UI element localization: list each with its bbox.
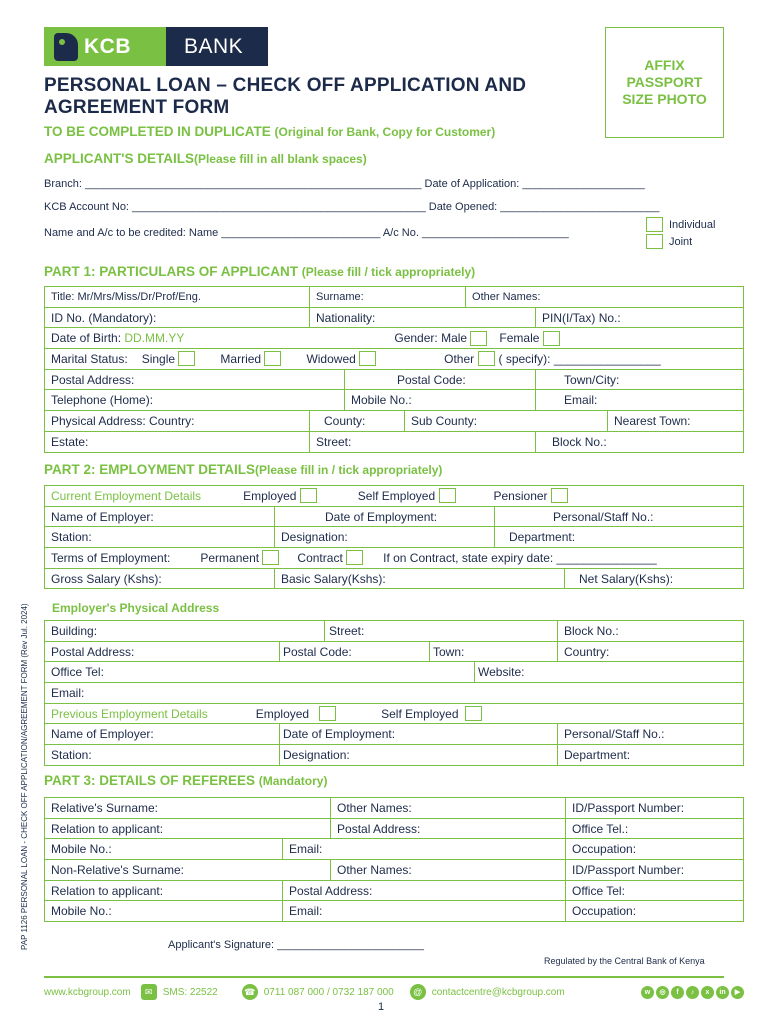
field-label: Department: — [509, 530, 576, 545]
field-label: Surname: — [316, 290, 364, 303]
building-field[interactable] — [45, 621, 325, 642]
widowed-label: Widowed — [306, 351, 356, 366]
facebook-icon[interactable]: f — [671, 986, 684, 999]
part2-heading-text: PART 2: EMPLOYMENT DETAILS — [44, 462, 256, 477]
office-tel-field[interactable] — [45, 662, 475, 683]
nonrelative-mobile-field[interactable] — [45, 901, 283, 922]
field-label: Physical Address: Country: — [51, 413, 195, 428]
form-subtitle — [44, 124, 495, 139]
field-label: Nearest Town: — [614, 413, 691, 428]
terms-row — [45, 548, 744, 569]
table-row — [45, 486, 744, 507]
x-icon[interactable]: x — [701, 986, 714, 999]
table-row — [45, 568, 744, 589]
nearest-town-field[interactable] — [608, 411, 744, 432]
table-row — [45, 818, 744, 839]
kcb-bank-logo — [44, 27, 268, 66]
field-label: Other Names: — [337, 862, 412, 877]
field-label: Personal/Staff No.: — [564, 727, 665, 742]
field-label: Town/City: — [564, 372, 620, 387]
prev-employed-label: Employed — [255, 706, 310, 721]
footer-divider — [44, 976, 724, 978]
logo-kcb-text: KCB — [84, 34, 131, 58]
station-field[interactable] — [45, 527, 275, 548]
field-label: Other Names: — [472, 290, 541, 303]
table-row — [45, 860, 744, 881]
page-number: 1 — [378, 1001, 385, 1013]
prev-staff-field[interactable] — [558, 724, 744, 745]
net-salary-field[interactable] — [565, 568, 744, 589]
address-town-field[interactable] — [430, 641, 558, 662]
footer-contacts — [44, 984, 744, 1000]
nonrelative-id-field[interactable] — [566, 860, 744, 881]
field-label: Block No.: — [552, 434, 607, 449]
table-row — [45, 621, 744, 642]
address-street-field[interactable] — [325, 621, 558, 642]
female-checkbox[interactable] — [543, 331, 560, 346]
town-city-field[interactable] — [536, 369, 744, 390]
joint-option[interactable] — [646, 234, 692, 249]
field-label: Postal Address: — [289, 883, 373, 898]
field-label: Email: — [289, 904, 323, 919]
table-row — [45, 745, 744, 766]
nationality-field[interactable] — [310, 307, 536, 328]
field-label: Mobile No.: — [51, 842, 112, 857]
field-label: ID/Passport Number: — [572, 862, 685, 877]
form-reference-sidebar: PAP 1126 PERSONAL LOAN - CHECK OFF APPLICATION/AGREEMENT FORM (Rev Jul. 2024) — [20, 603, 29, 950]
applicant-heading-note: (Please fill in all blank spaces) — [193, 152, 367, 166]
youtube-icon[interactable]: ▶ — [731, 986, 744, 999]
field-label: Estate: — [51, 434, 89, 449]
basic-salary-field[interactable] — [275, 568, 565, 589]
mobile-field[interactable] — [345, 390, 536, 411]
field-label: Postal Address: — [51, 644, 135, 659]
contact-email[interactable]: contactcentre@kcbgroup.com — [431, 986, 565, 998]
field-label: Name of Employer: — [51, 727, 154, 742]
nonrelative-occupation-field[interactable] — [566, 901, 744, 922]
website-field[interactable] — [475, 662, 744, 683]
tiktok-icon[interactable]: ♪ — [686, 986, 699, 999]
branch-line[interactable]: Branch: _______________________________________________________ Date of Application: ____________________ — [44, 178, 645, 190]
relative-relation-field[interactable] — [45, 818, 331, 839]
permanent-label: Permanent — [200, 550, 260, 565]
regulated-note: Regulated by the Central Bank of Kenya — [544, 956, 705, 966]
field-label: Mobile No.: — [51, 904, 112, 919]
applicant-signature-line[interactable]: Applicant's Signature: ________________________ — [168, 939, 424, 951]
part2-table — [44, 485, 744, 589]
field-label: Relation to applicant: — [51, 821, 164, 836]
gender-label: Gender: Male — [394, 331, 468, 346]
widowed-checkbox[interactable] — [359, 351, 376, 366]
field-label: County: — [324, 413, 366, 428]
employer-name-field[interactable] — [45, 506, 275, 527]
field-label: Office Tel.: — [572, 821, 629, 836]
designation-field[interactable] — [275, 527, 495, 548]
field-label: Building: — [51, 623, 98, 638]
relative-surname-field[interactable] — [45, 798, 331, 819]
previous-employment-row — [45, 703, 744, 724]
table-row — [45, 527, 744, 548]
subtitle-main: TO BE COMPLETED IN DUPLICATE — [44, 124, 271, 139]
field-label: ID/Passport Number: — [572, 800, 685, 815]
field-label: Designation: — [283, 747, 350, 762]
prev-self-employed-checkbox[interactable] — [465, 706, 482, 721]
table-row — [45, 390, 744, 411]
joint-label: Joint — [669, 235, 693, 248]
passport-photo-label: AFFIX PASSPORT SIZE PHOTO — [622, 57, 707, 107]
field-label: ID No. (Mandatory): — [51, 310, 157, 325]
current-employment-row — [45, 486, 744, 507]
female-label: Female — [499, 331, 540, 346]
linkedin-icon[interactable]: in — [716, 986, 729, 999]
passport-photo-box — [605, 27, 724, 138]
part3-heading — [44, 773, 327, 788]
pin-field[interactable] — [536, 307, 744, 328]
prev-station-field[interactable] — [45, 745, 280, 766]
lion-icon — [54, 33, 78, 61]
dob-label: Date of Birth: — [51, 331, 122, 346]
logo-bank-text: BANK — [166, 27, 268, 66]
field-label: Gross Salary (Kshs): — [51, 571, 162, 586]
table-row — [45, 880, 744, 901]
part3-heading-text: PART 3: DETAILS OF REFEREES — [44, 773, 256, 788]
email-field[interactable] — [536, 390, 744, 411]
field-label: Station: — [51, 530, 92, 545]
field-label: Title: Mr/Mrs/Miss/Dr/Prof/Eng. — [51, 290, 201, 303]
expiry-field[interactable]: If on Contract, state expiry date: _______________ — [383, 550, 657, 565]
whatsapp-icon[interactable]: w — [641, 986, 654, 999]
field-label: Non-Relative's Surname: — [51, 862, 185, 877]
field-label: Email: — [564, 393, 598, 408]
postal-address-field[interactable] — [45, 369, 345, 390]
part1-heading-note: (Please fill / tick appropriately) — [301, 265, 476, 279]
table-row — [45, 662, 744, 683]
field-label: Date of Employment: — [283, 727, 396, 742]
other-checkbox[interactable] — [478, 351, 495, 366]
field-label: Mobile No.: — [351, 393, 412, 408]
employer-address-table — [44, 620, 744, 766]
pensioner-label: Pensioner — [493, 488, 548, 503]
table-row — [45, 724, 744, 745]
date-employment-field[interactable] — [275, 506, 495, 527]
surname-field[interactable] — [310, 287, 466, 308]
table-row — [45, 411, 744, 432]
field-label: Postal Address: — [337, 821, 421, 836]
field-label: Personal/Staff No.: — [553, 509, 654, 524]
estate-field[interactable] — [45, 431, 310, 452]
table-row — [45, 431, 744, 452]
self-employed-label: Self Employed — [357, 488, 436, 503]
address-postal-field[interactable] — [45, 641, 280, 662]
relative-postal-field[interactable] — [331, 818, 566, 839]
field-label: Occupation: — [572, 904, 637, 919]
relative-occupation-field[interactable] — [566, 839, 744, 860]
table-row — [45, 798, 744, 819]
prev-department-field[interactable] — [558, 745, 744, 766]
nonrelative-other-names-field[interactable] — [331, 860, 566, 881]
table-row — [45, 703, 744, 724]
nonrelative-relation-field[interactable] — [45, 880, 283, 901]
sub-county-field[interactable] — [405, 411, 608, 432]
field-label: Date of Employment: — [325, 509, 438, 524]
self-employed-checkbox[interactable] — [439, 488, 456, 503]
account-line[interactable]: KCB Account No: ________________________________________________ Date Opened: __________________________ — [44, 201, 660, 213]
individual-checkbox[interactable] — [646, 217, 663, 232]
part3-table — [44, 797, 744, 922]
field-label: Department: — [564, 747, 631, 762]
relative-email-field[interactable] — [283, 839, 566, 860]
married-label: Married — [220, 351, 262, 366]
field-label: Sub County: — [411, 413, 478, 428]
prev-employer-field[interactable] — [45, 724, 280, 745]
applicant-details-heading — [44, 151, 367, 166]
table-row — [45, 548, 744, 569]
field-label: Postal Address: — [51, 372, 135, 387]
table-row — [45, 683, 744, 704]
field-label: Name of Employer: — [51, 509, 154, 524]
employed-checkbox[interactable] — [300, 488, 317, 503]
nonrelative-surname-field[interactable] — [45, 860, 331, 881]
field-label: Basic Salary(Kshs): — [281, 571, 386, 586]
field-label: Street: — [316, 434, 352, 449]
telephone-field[interactable] — [45, 390, 345, 411]
table-row — [45, 307, 744, 328]
part2-heading — [44, 462, 442, 477]
employer-physical-heading: Employer's Physical Address — [52, 601, 220, 615]
field-label: Email: — [51, 685, 85, 700]
sms-text: SMS: 22522 — [162, 986, 218, 998]
phone-numbers: 0711 087 000 / 0732 187 000 — [263, 986, 394, 998]
nonrelative-email-field[interactable] — [283, 901, 566, 922]
relative-mobile-field[interactable] — [45, 839, 283, 860]
logo-green-block — [44, 27, 166, 66]
current-employment-label: Current Employment Details — [51, 488, 202, 503]
field-label: Postal Code: — [397, 372, 466, 387]
nonrelative-postal-field[interactable] — [283, 880, 566, 901]
permanent-checkbox[interactable] — [262, 550, 279, 565]
married-checkbox[interactable] — [264, 351, 281, 366]
form-title: PERSONAL LOAN – CHECK OFF APPLICATION AND AGREEMENT FORM — [44, 75, 527, 118]
postal-code-field[interactable] — [345, 369, 536, 390]
social-icons — [639, 986, 744, 999]
field-label: Country: — [564, 644, 610, 659]
prev-date-field[interactable] — [280, 724, 558, 745]
other-label: Other — [444, 351, 475, 366]
contract-checkbox[interactable] — [346, 550, 363, 565]
applicant-heading-text: APPLICANT'S DETAILS — [44, 151, 194, 166]
field-label: Telephone (Home): — [51, 393, 154, 408]
prev-self-employed-label: Self Employed — [381, 706, 459, 721]
field-label: Website: — [478, 665, 525, 680]
table-row — [45, 641, 744, 662]
phone-icon: ☎ — [242, 984, 258, 1000]
dob-hint[interactable]: DD.MM.YY — [124, 331, 185, 346]
part1-table — [44, 286, 744, 453]
address-country-field[interactable] — [558, 641, 744, 662]
contract-label: Contract — [297, 550, 343, 565]
male-checkbox[interactable] — [470, 331, 487, 346]
prev-employed-checkbox[interactable] — [319, 706, 336, 721]
staff-no-field[interactable] — [495, 506, 744, 527]
marital-label: Marital Status: — [51, 351, 128, 366]
field-label: PIN(I/Tax) No.: — [542, 310, 621, 325]
table-row — [45, 839, 744, 860]
field-label: Postal Code: — [283, 644, 352, 659]
address-block-field[interactable] — [558, 621, 744, 642]
website-link[interactable]: www.kcbgroup.com — [44, 986, 131, 998]
instagram-icon[interactable]: ◎ — [656, 986, 669, 999]
single-label: Single — [141, 351, 176, 366]
relative-id-field[interactable] — [566, 798, 744, 819]
street-field[interactable] — [310, 431, 536, 452]
id-no-field[interactable] — [45, 307, 310, 328]
single-checkbox[interactable] — [178, 351, 195, 366]
address-email-field[interactable] — [45, 683, 744, 704]
field-label: Office Tel: — [51, 665, 104, 680]
relative-office-tel-field[interactable] — [566, 818, 744, 839]
sms-icon: ✉ — [141, 984, 157, 1000]
physical-address-field[interactable] — [45, 411, 310, 432]
county-field[interactable] — [310, 411, 405, 432]
credited-line[interactable]: Name and A/c to be credited: Name __________________________ A/c No. ________________________ — [44, 227, 569, 239]
field-label: Email: — [289, 842, 323, 857]
field-label: Office Tel: — [572, 883, 625, 898]
part1-heading-text: PART 1: PARTICULARS OF APPLICANT — [44, 264, 298, 279]
specify-field[interactable]: ( specify): ________________ — [498, 351, 661, 366]
field-label: Relation to applicant: — [51, 883, 164, 898]
block-field[interactable] — [536, 431, 744, 452]
employed-label: Employed — [243, 488, 297, 503]
gross-salary-field[interactable] — [45, 568, 275, 589]
address-postal-code-field[interactable] — [280, 641, 430, 662]
prev-designation-field[interactable] — [280, 745, 558, 766]
table-row — [45, 901, 744, 922]
table-row — [45, 506, 744, 527]
pensioner-checkbox[interactable] — [551, 488, 568, 503]
part3-heading-note: (Mandatory) — [258, 774, 328, 788]
table-row — [45, 349, 744, 370]
individual-option[interactable] — [646, 217, 715, 232]
part2-heading-note: (Please fill in / tick appropriately) — [255, 463, 443, 477]
field-label: Station: — [51, 747, 92, 762]
field-label: Occupation: — [572, 842, 637, 857]
table-row — [45, 328, 744, 349]
terms-label: Terms of Employment: — [51, 550, 171, 565]
field-label: Nationality: — [316, 310, 376, 325]
table-row — [45, 287, 744, 308]
field-label: Block No.: — [564, 623, 619, 638]
field-label: Town: — [433, 644, 465, 659]
department-field[interactable] — [495, 527, 744, 548]
relative-other-names-field[interactable] — [331, 798, 566, 819]
field-label: Other Names: — [337, 800, 412, 815]
nonrelative-office-tel-field[interactable] — [566, 880, 744, 901]
email-icon: @ — [410, 984, 426, 1000]
part1-heading — [44, 264, 475, 279]
title-field[interactable] — [45, 287, 310, 308]
previous-employment-label: Previous Employment Details — [51, 706, 208, 721]
field-label: Designation: — [281, 530, 348, 545]
field-label: Net Salary(Kshs): — [579, 571, 674, 586]
table-row — [45, 369, 744, 390]
marital-status-row — [45, 349, 744, 370]
joint-checkbox[interactable] — [646, 234, 663, 249]
subtitle-note: (Original for Bank, Copy for Customer) — [274, 125, 496, 139]
individual-label: Individual — [669, 218, 716, 231]
other-names-field[interactable] — [466, 287, 744, 308]
field-label: Relative's Surname: — [51, 800, 159, 815]
dob-gender-row — [45, 328, 744, 349]
field-label: Street: — [329, 623, 365, 638]
